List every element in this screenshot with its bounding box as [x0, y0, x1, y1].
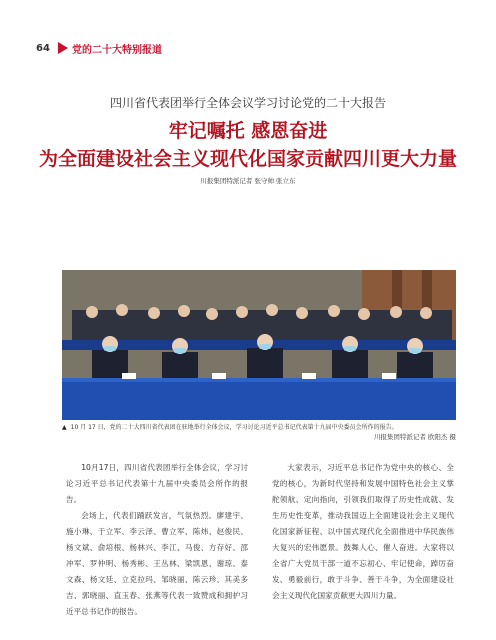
meeting-photo — [62, 270, 456, 420]
section-flag-icon — [58, 42, 68, 54]
photo-caption — [62, 423, 456, 432]
article-title-line2: 为全面建设社会主义现代化国家贡献四川更大力量 — [38, 148, 457, 170]
paragraph: 会场上，代表们踊跃发言，气氛热烈。廖建宇、施小琳、于立军、李云泽、曹立军、陈炜、赵俊民、杨文斌、俞培根、杨林兴、李江、马俊、方存好、邵冲军、罗仲明、杨秀彬、王丛林、梁凯恩、谢琼、泰文森、杨文廷、立克拉玛、邹晓丽、陈云珍、其美多吉、郭晓丽、直玉春、张燕等代表一致赞成和拥护习近平总书记作的报告。 — [66, 511, 248, 616]
photo-credit: 川报集团特派记者 欧阳杰 摄 — [373, 433, 456, 441]
section-label: 党的二十大特别报道 — [72, 44, 162, 56]
paragraph: 大家表示，习近平总书记作为党中央的核心、全党的核心，为新时代坚持和发展中国特色社会主义掌舵领航、定向指向，引领我们取得了历史性成就、发生历史性变革，推动我国迈上全面建设社会主义现代化国家新征程、以中国式现代化全面推进中华民族伟大复兴的宏伟愿景。鼓舞人心、催人奋进。大家将以全省广大党员干部一道不忘初心、牢记使命，踔厉奋发、勇毅前行，敢于斗争、善于斗争，为全面建设社会主义现代化国家贡献更大四川力量。 — [272, 463, 454, 600]
article-column-right — [272, 460, 454, 604]
article-byline: 川报集团特派记者 张守帅 张立东 — [200, 177, 296, 185]
page-header — [36, 40, 162, 56]
meeting-photo-illustration — [62, 270, 456, 420]
article-title-line1: 牢记嘱托 感恩奋进 — [168, 120, 328, 142]
paragraph: 10月17日，四川省代表团举行全体会议，学习讨论习近平总书记代表第十九届中央委员会所作的报告。 — [66, 463, 248, 504]
photo-caption-text: 10 月 17 日，党的二十大四川省代表团在驻地举行全体会议，学习讨论习近平总书记代表第十九届中央委员会所作的报告。 — [70, 424, 398, 431]
page-number: 64 — [36, 42, 50, 54]
article-column-left — [66, 460, 248, 620]
article-kicker: 四川省代表团举行全体会议学习讨论党的二十大报告 — [109, 96, 386, 110]
caption-triangle-icon: ▲ — [62, 424, 67, 431]
